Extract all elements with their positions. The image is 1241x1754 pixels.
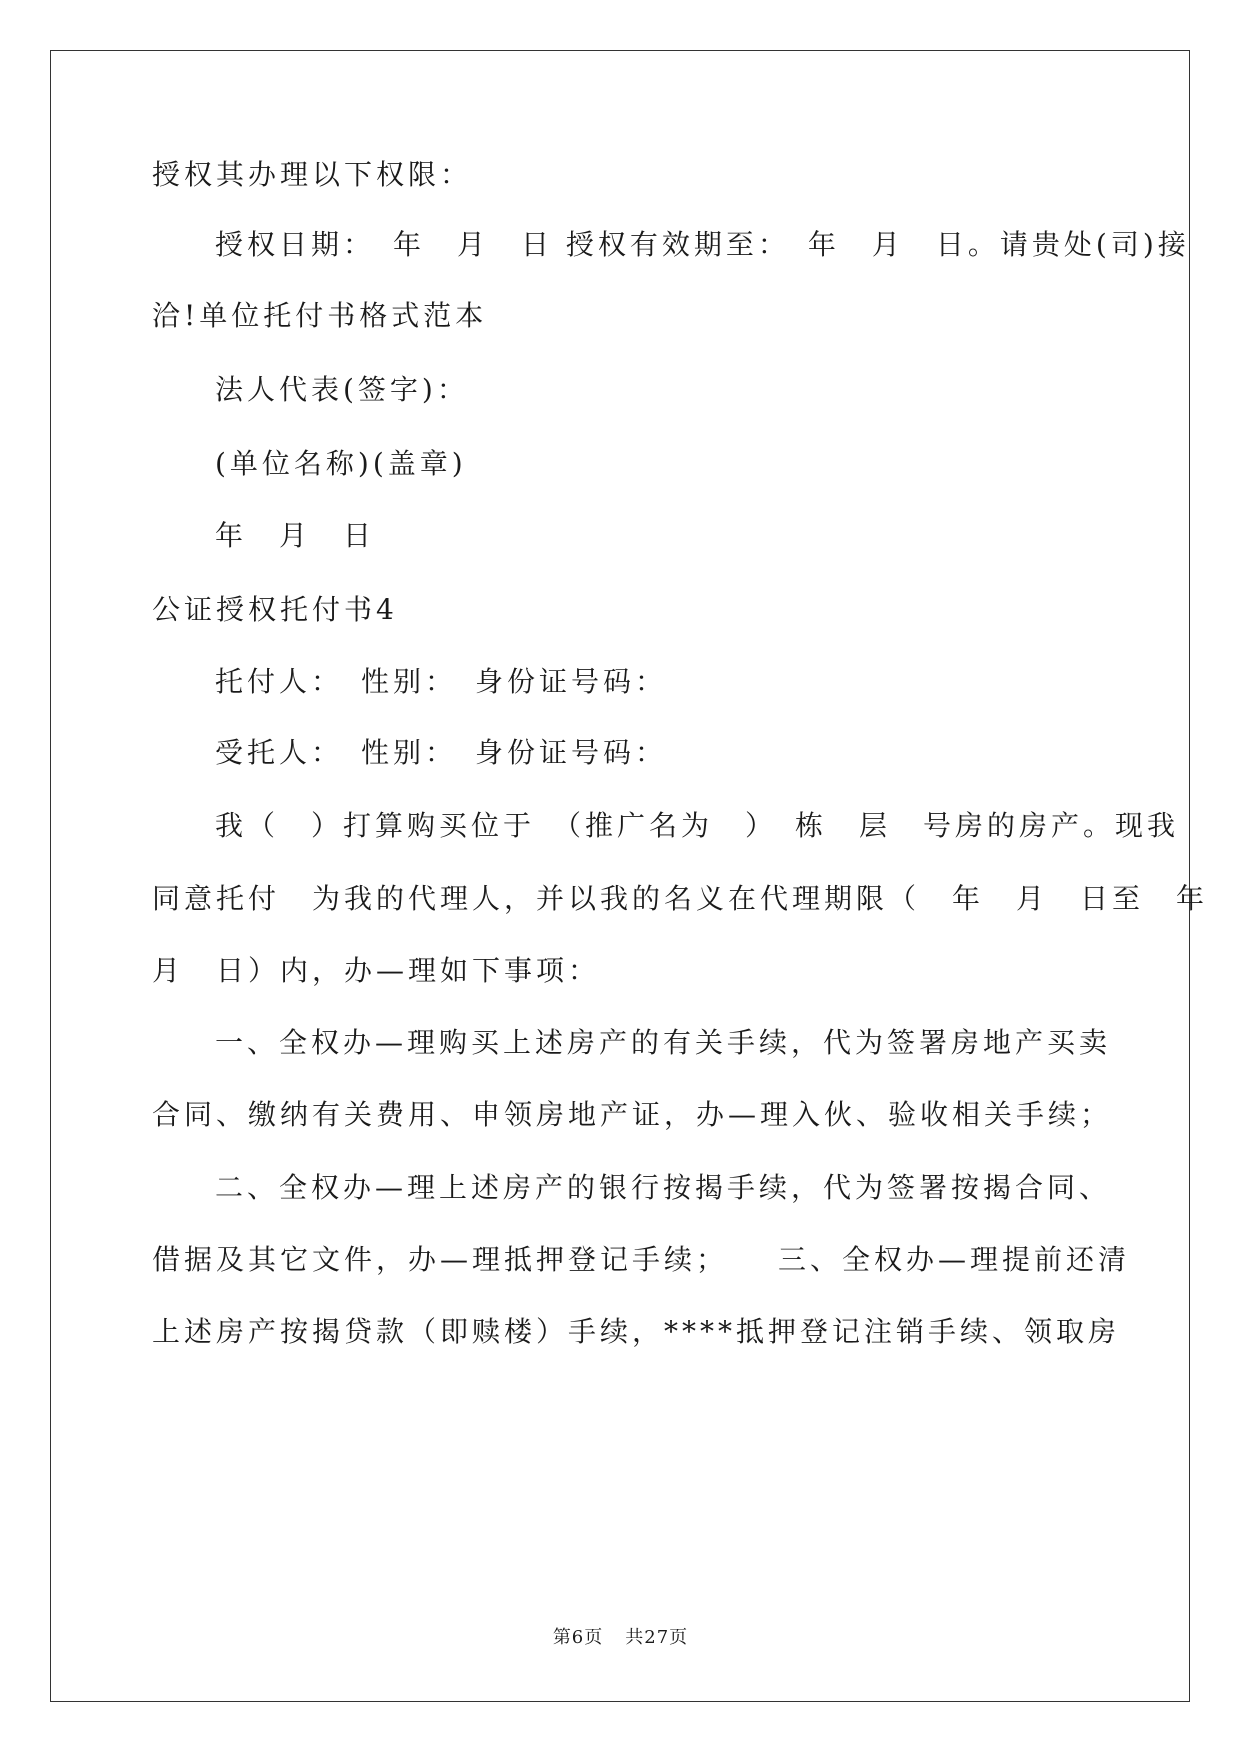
text-line-6: 年 月 日 (215, 519, 376, 552)
text-line-10: 我（ ）打算购买位于 （推广名为 ） 栋 层 号房的房产。现我 (215, 809, 1180, 842)
text-line-12: 月 日）内，办—理如下事项： (152, 954, 601, 987)
text-line-15: 二、全权办—理上述房产的银行按揭手续，代为签署按揭合同、 (215, 1171, 1112, 1204)
text-line-4: 法人代表(签字)： (215, 373, 469, 406)
page-footer (0, 1626, 1241, 1650)
text-line-1: 授权其办理以下权限： (152, 158, 473, 191)
text-line-14: 合同、缴纳有关费用、申领房地产证，办—理入伙、验收相关手续； (152, 1098, 1113, 1131)
text-line-8: 托付人： 性别： 身份证号码： (215, 665, 668, 698)
text-line-13: 一、全权办—理购买上述房产的有关手续，代为签署房地产买卖 (215, 1026, 1112, 1059)
page-number: 第6页 (552, 1627, 604, 1648)
text-line-11: 同意托付 为我的代理人，并以我的名义在代理期限（ 年 月 日至 年 (152, 882, 1209, 915)
text-line-5: (单位名称)(盖章) (215, 447, 467, 480)
page-total: 共27页 (625, 1627, 689, 1648)
text-line-3: 洽!单位托付书格式范本 (152, 299, 488, 332)
text-line-16: 借据及其它文件，办—理抵押登记手续； 三、全权办—理提前还清 (152, 1243, 1131, 1276)
text-line-2: 授权日期： 年 月 日 授权有效期至： 年 月 日。请贵处(司)接 (215, 228, 1190, 261)
section-heading: 公证授权托付书4 (152, 593, 398, 626)
text-line-9: 受托人： 性别： 身份证号码： (215, 736, 668, 769)
text-line-17: 上述房产按揭贷款（即赎楼）手续，****抵押登记注销手续、领取房 (152, 1315, 1121, 1348)
